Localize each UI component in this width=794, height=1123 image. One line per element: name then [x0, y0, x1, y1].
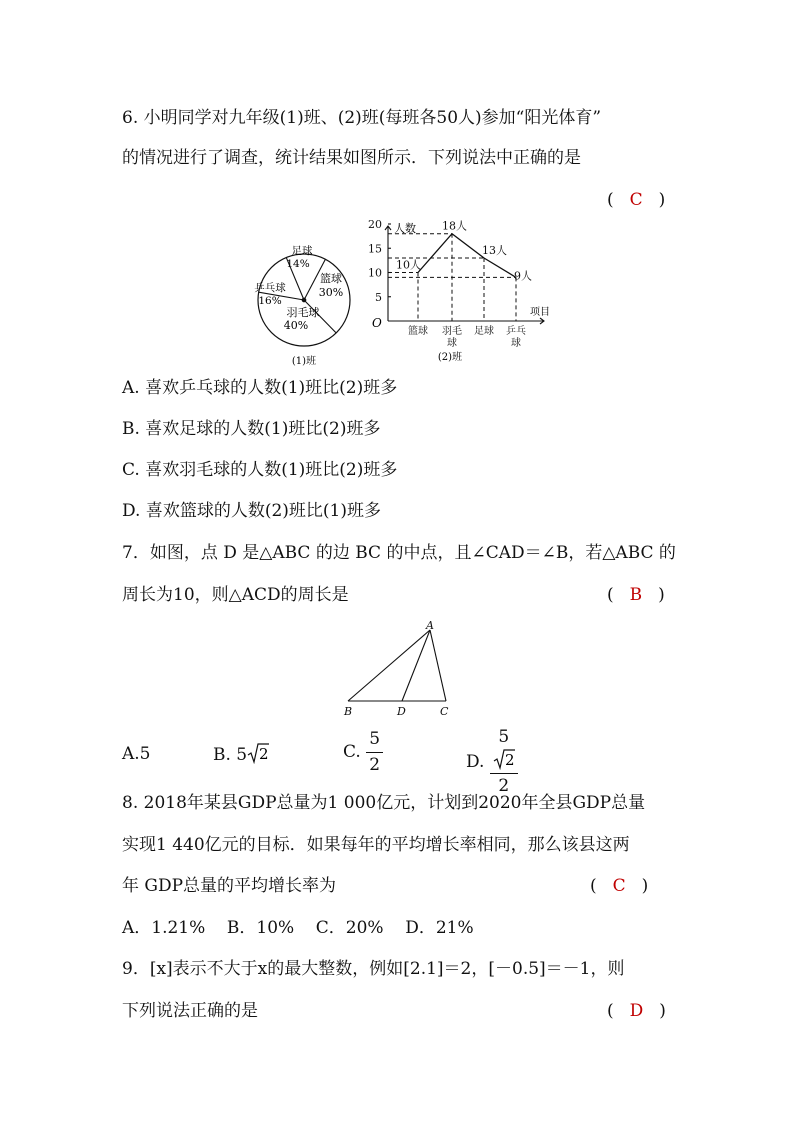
line-chart-class2: [366, 218, 550, 368]
line-chart-y-axis-label: 人数: [394, 222, 416, 235]
q7-option-c[interactable]: [343, 730, 383, 775]
q7-option-c-denominator: 2: [369, 754, 381, 775]
vertex-b-label: B: [344, 705, 353, 718]
x-tick-label: 乒乓: [506, 326, 526, 337]
y-tick-label: 15: [368, 242, 382, 256]
q7-option-c-prefix: C.: [343, 742, 361, 763]
q8-text-line-2: 实现1 440亿元的目标．如果每年的平均增长率相同，那么该县这两: [122, 835, 630, 855]
q9-answer: D: [629, 1001, 644, 1021]
pie-pct-football: 14%: [286, 258, 310, 270]
q8-options[interactable]: A．1.21% B．10% C．20% D．21%: [122, 918, 474, 938]
sqrt-symbol: [247, 742, 269, 765]
sqrt-symbol: [493, 748, 515, 770]
vertex-a-label: A: [426, 619, 434, 632]
x-tick-label: 羽毛: [442, 326, 462, 337]
line-chart-x-axis-label: 项目: [530, 307, 550, 318]
q7-option-d[interactable]: [466, 728, 518, 797]
q7-option-c-numerator: 5: [366, 730, 383, 753]
q8-text-line-3: 年 GDP总量的平均增长率为: [122, 876, 337, 896]
q8-answer-bracket: ( C ): [590, 876, 649, 896]
point-d-label: D: [397, 705, 406, 718]
pie-center: [302, 298, 306, 302]
q7-option-b-prefix: B. 5: [213, 745, 248, 765]
fraction: [366, 730, 383, 775]
pie-label-badminton: 羽毛球: [286, 306, 320, 319]
y-tick-label: 10: [368, 266, 382, 280]
q6-answer-bracket: ( C ): [607, 190, 666, 210]
triangle-figure: [338, 618, 458, 722]
q8-answer: C: [612, 876, 626, 896]
pie-pct-pingpong: 16%: [258, 295, 282, 307]
y-tick-label: 20: [368, 218, 382, 231]
q6-text-line-1: 6. 小明同学对九年级(1)班、(2)班(每班各50人)参加“阳光体育”: [122, 108, 602, 128]
q7-option-d-numerator: 5 2: [490, 728, 518, 774]
pie-label-football: 足球: [291, 245, 313, 257]
q7-text-line-1: 7．如图，点 D 是△ABC 的边 BC 的中点，且∠CAD＝∠B，若△ABC 的: [122, 543, 676, 563]
q6-answer: C: [629, 190, 643, 210]
line-chart-caption: (2)班: [437, 352, 463, 363]
q7-answer: B: [629, 585, 643, 605]
q7-option-d-prefix: D.: [466, 751, 485, 772]
pie-label-basketball: 篮球: [320, 272, 342, 285]
x-tick-label: 足球: [474, 326, 494, 337]
pie-pct-basketball: 30%: [318, 286, 344, 299]
q6-text-line-2: 的情况进行了调查，统计结果如图所示．下列说法中正确的是: [122, 148, 581, 168]
svg-text:2: 2: [504, 750, 515, 769]
y-tick-label: 5: [375, 290, 382, 304]
q6-option-b[interactable]: B. 喜欢足球的人数(1)班比(2)班多: [122, 419, 381, 439]
fraction: [490, 728, 518, 797]
pie-caption: (1)班: [291, 356, 317, 367]
q6-option-a[interactable]: A. 喜欢乒乓球的人数(1)班比(2)班多: [122, 378, 398, 398]
q6-option-d[interactable]: D. 喜欢篮球的人数(2)班比(1)班多: [122, 501, 381, 521]
x-tick-label: 篮球: [408, 326, 428, 337]
q7-answer-bracket: ( B ): [607, 585, 665, 605]
pie-pct-badminton: 40%: [283, 319, 309, 332]
pie-chart-class1: [250, 240, 360, 368]
q9-answer-bracket: ( D ): [607, 1001, 666, 1021]
q8-text-line-1: 8. 2018年某县GDP总量为1 000亿元，计划到2020年全县GDP总量: [122, 793, 646, 813]
q7-text-line-2: 周长为10，则△ACD的周长是: [122, 585, 349, 605]
q9-text-line-2: 下列说法正确的是: [122, 1001, 258, 1021]
data-label: 10人: [396, 258, 421, 272]
x-tick-label: 球: [447, 338, 457, 349]
data-label: 9人: [514, 269, 532, 283]
line-chart-origin: O: [372, 316, 382, 330]
data-label: 13人: [482, 243, 507, 257]
q7-option-d-denominator: 2: [498, 776, 510, 797]
q7-option-b-radicand: 2: [259, 745, 269, 763]
x-tick-label: 球: [511, 338, 521, 349]
data-label: 18人: [442, 219, 467, 233]
q7-option-b[interactable]: [213, 742, 269, 765]
pie-label-pingpong: 乒乓球: [254, 282, 286, 294]
vertex-c-label: C: [440, 705, 449, 718]
q6-option-c[interactable]: C. 喜欢羽毛球的人数(1)班比(2)班多: [122, 460, 398, 480]
q7-option-a[interactable]: A.5: [122, 744, 151, 764]
q9-text-line-1: 9．[x]表示不大于x的最大整数，例如[2.1]＝2，[－0.5]＝－1，则: [122, 959, 625, 979]
